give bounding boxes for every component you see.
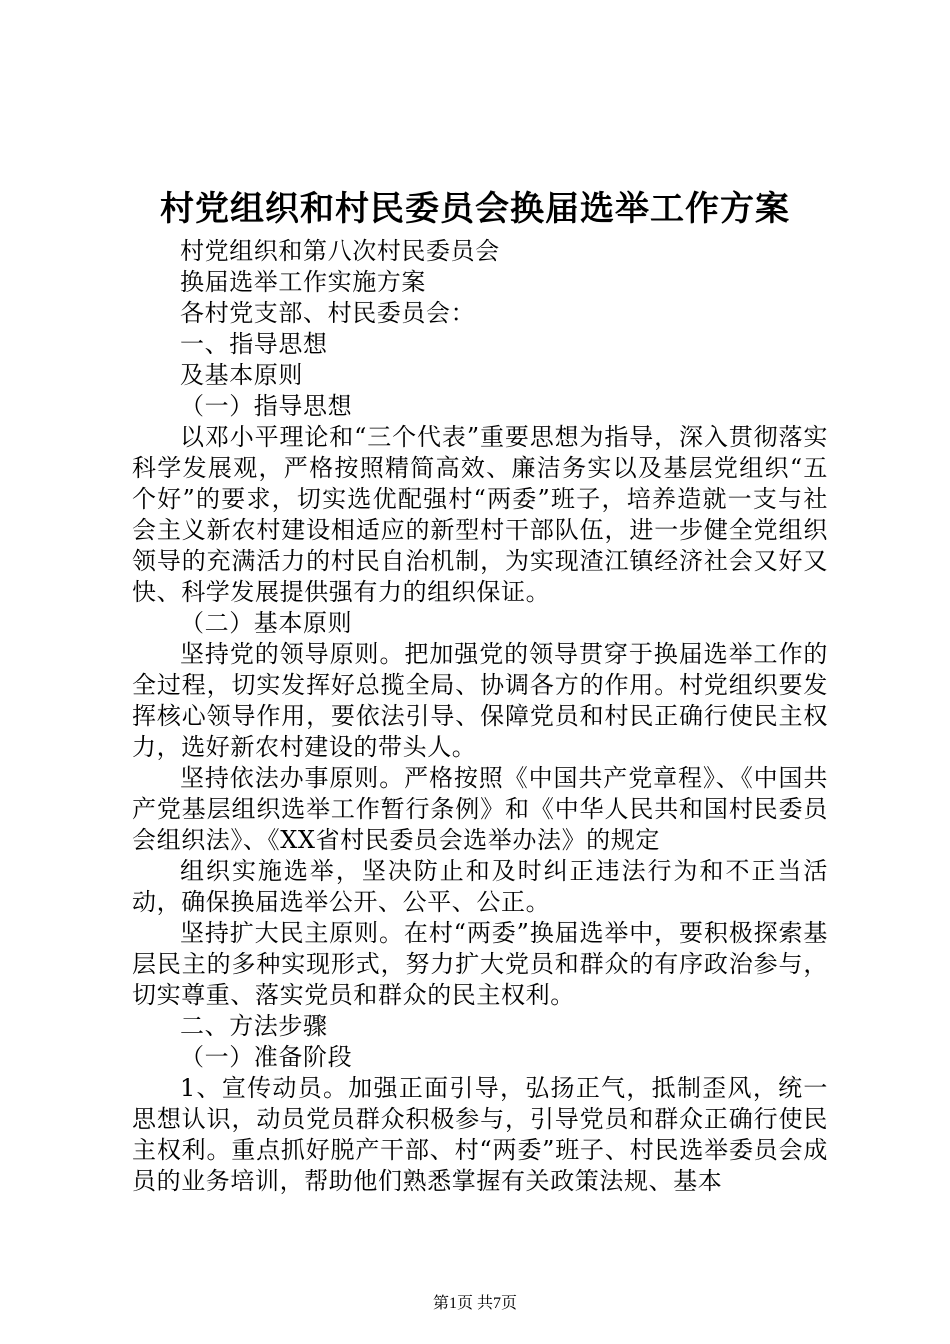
subsection-heading-1-2: （二）基本原则 — [180, 609, 353, 637]
paragraph-expand-democracy: 坚持扩大民主原则。在村“两委”换届选举中，要积极探索基层民主的多种实现形式，努力扩大党员和群众的有序政治参与，切实尊重、落实党员和群众的民主权利。 — [132, 919, 828, 1009]
paragraph-party-leadership: 坚持党的领导原则。把加强党的领导贯穿于换届选举工作的全过程，切实发挥好总揽全局、协调各方的作用。村党组织要发挥核心领导作用，要依法引导、保障党员和村民正确行使民主权力，选好新农村建设的带头人。 — [132, 640, 828, 761]
subsection-heading-2-1: （一）准备阶段 — [180, 1043, 353, 1071]
section-heading-2: 二、方法步骤 — [180, 1012, 328, 1040]
document-title: 村党组织和村民委员会换届选举工作方案 — [160, 189, 790, 229]
paragraph-publicity-mobilization: 1、宣传动员。加强正面引导，弘扬正气，抵制歪风，统一思想认识，动员党员群众积极参与，引导党员和群众正确行使民主权利。重点抓好脱产干部、村“两委”班子、村民选举委员会成员的业务培训，帮助他们熟悉掌握有关政策法规、基本 — [132, 1074, 828, 1195]
document-body — [132, 236, 828, 1197]
addressee-line: 各村党支部、村民委员会： — [180, 299, 476, 327]
subsection-heading-1-1: （一）指导思想 — [180, 392, 353, 420]
paragraph-lawful-conduct: 坚持依法办事原则。严格按照《中国共产党章程》、《中国共产党基层组织选举工作暂行条例》和《中华人民共和国村民委员会组织法》、《XX省村民委员会选举办法》的规定 — [132, 764, 828, 854]
paragraph-guiding-thought: 以邓小平理论和“三个代表”重要思想为指导，深入贯彻落实科学发展观，严格按照精简高效、廉洁务实以及基层党组织“五个好”的要求，切实选优配强村“两委”班子，培养造就一支与社会主义新农村建设相适应的新型村干部队伍，进一步健全党组织领导的充满活力的村民自治机制，为实现渣江镇经济社会又好又快、科学发展提供强有力的组织保证。 — [132, 423, 828, 606]
subtitle-line-1: 村党组织和第八次村民委员会 — [180, 237, 500, 265]
section-heading-1-continued: 及基本原则 — [180, 361, 303, 389]
subtitle-line-2: 换届选举工作实施方案 — [180, 268, 426, 296]
page-footer: 第1页 共7页 — [432, 1295, 517, 1312]
paragraph-organize-election: 组织实施选举，坚决防止和及时纠正违法行为和不正当活动，确保换届选举公开、公平、公正。 — [132, 857, 828, 916]
section-heading-1: 一、指导思想 — [180, 330, 328, 358]
